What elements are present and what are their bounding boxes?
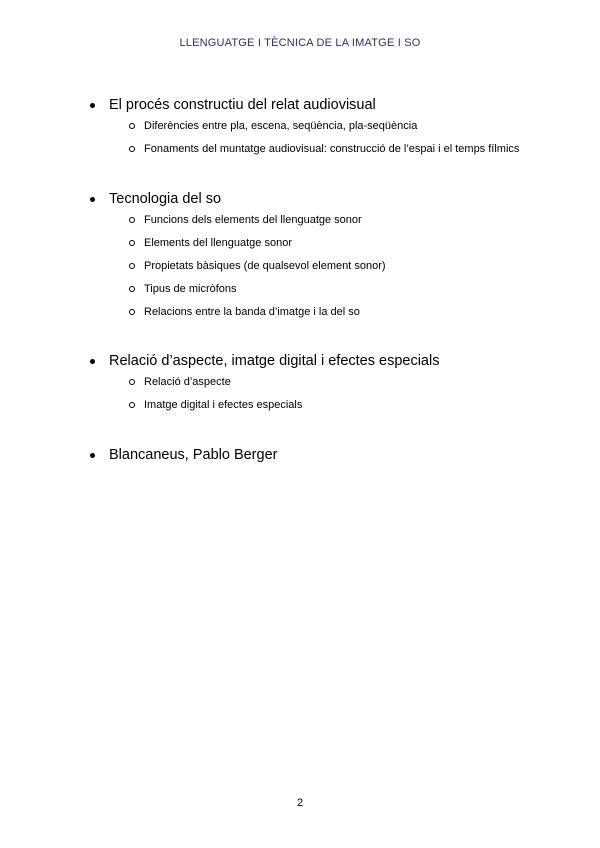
list-item-text: Tipus de micròfons [144,283,237,295]
hollow-bullet-icon [129,263,135,269]
list-item [90,398,570,412]
list-item-text: Relacions entre la banda d’imatge i la del so [144,306,360,318]
list-item [90,305,570,319]
section-title-text: Relació d’aspecte, imatge digital i efectes especials [109,353,440,369]
list-item-text: Funcions dels elements del llenguatge sonor [144,214,362,226]
list-item-text: Diferències entre pla, escena, seqüència, pla-seqüència [144,120,418,132]
section-title [90,189,570,209]
hollow-bullet-icon [129,217,135,223]
list-item [90,375,570,389]
hollow-bullet-icon [129,309,135,315]
section-relat-audiovisual [90,95,570,165]
list-item [90,142,570,156]
section-blancaneus [90,445,570,465]
section-title [90,95,570,115]
filled-bullet-icon [90,197,95,202]
filled-bullet-icon [90,103,95,108]
section-relacio-aspecte [90,351,570,421]
sub-list [90,375,570,412]
sub-list [90,213,570,319]
filled-bullet-icon [90,359,95,364]
list-item [90,259,570,273]
hollow-bullet-icon [129,402,135,408]
section-title [90,445,570,465]
list-item-text: Relació d’aspecte [144,376,231,388]
section-tecnologia-so [90,189,570,328]
section-title-text: Blancaneus, Pablo Berger [109,447,278,463]
list-item [90,119,570,133]
list-item [90,236,570,250]
list-item-text: Fonaments del muntatge audiovisual: construcció de l’espai i el temps fílmics [144,143,520,155]
hollow-bullet-icon [129,379,135,385]
list-item [90,213,570,227]
hollow-bullet-icon [129,146,135,152]
list-item-text: Imatge digital i efectes especials [144,399,303,411]
list-item-text: Elements del llenguatge sonor [144,237,292,249]
hollow-bullet-icon [129,240,135,246]
sub-list [90,119,570,156]
list-item-text: Propietats bàsiques (de qualsevol element sonor) [144,260,386,272]
section-title [90,351,570,371]
page-number: 2 [296,797,304,809]
filled-bullet-icon [90,453,95,458]
section-title-text: Tecnologia del so [109,191,222,207]
list-item [90,282,570,296]
section-title-text: El procés constructiu del relat audiovisual [109,97,376,113]
page-header: LLENGUATGE I TÈCNICA DE LA IMATGE I SO [179,37,421,49]
hollow-bullet-icon [129,123,135,129]
hollow-bullet-icon [129,286,135,292]
